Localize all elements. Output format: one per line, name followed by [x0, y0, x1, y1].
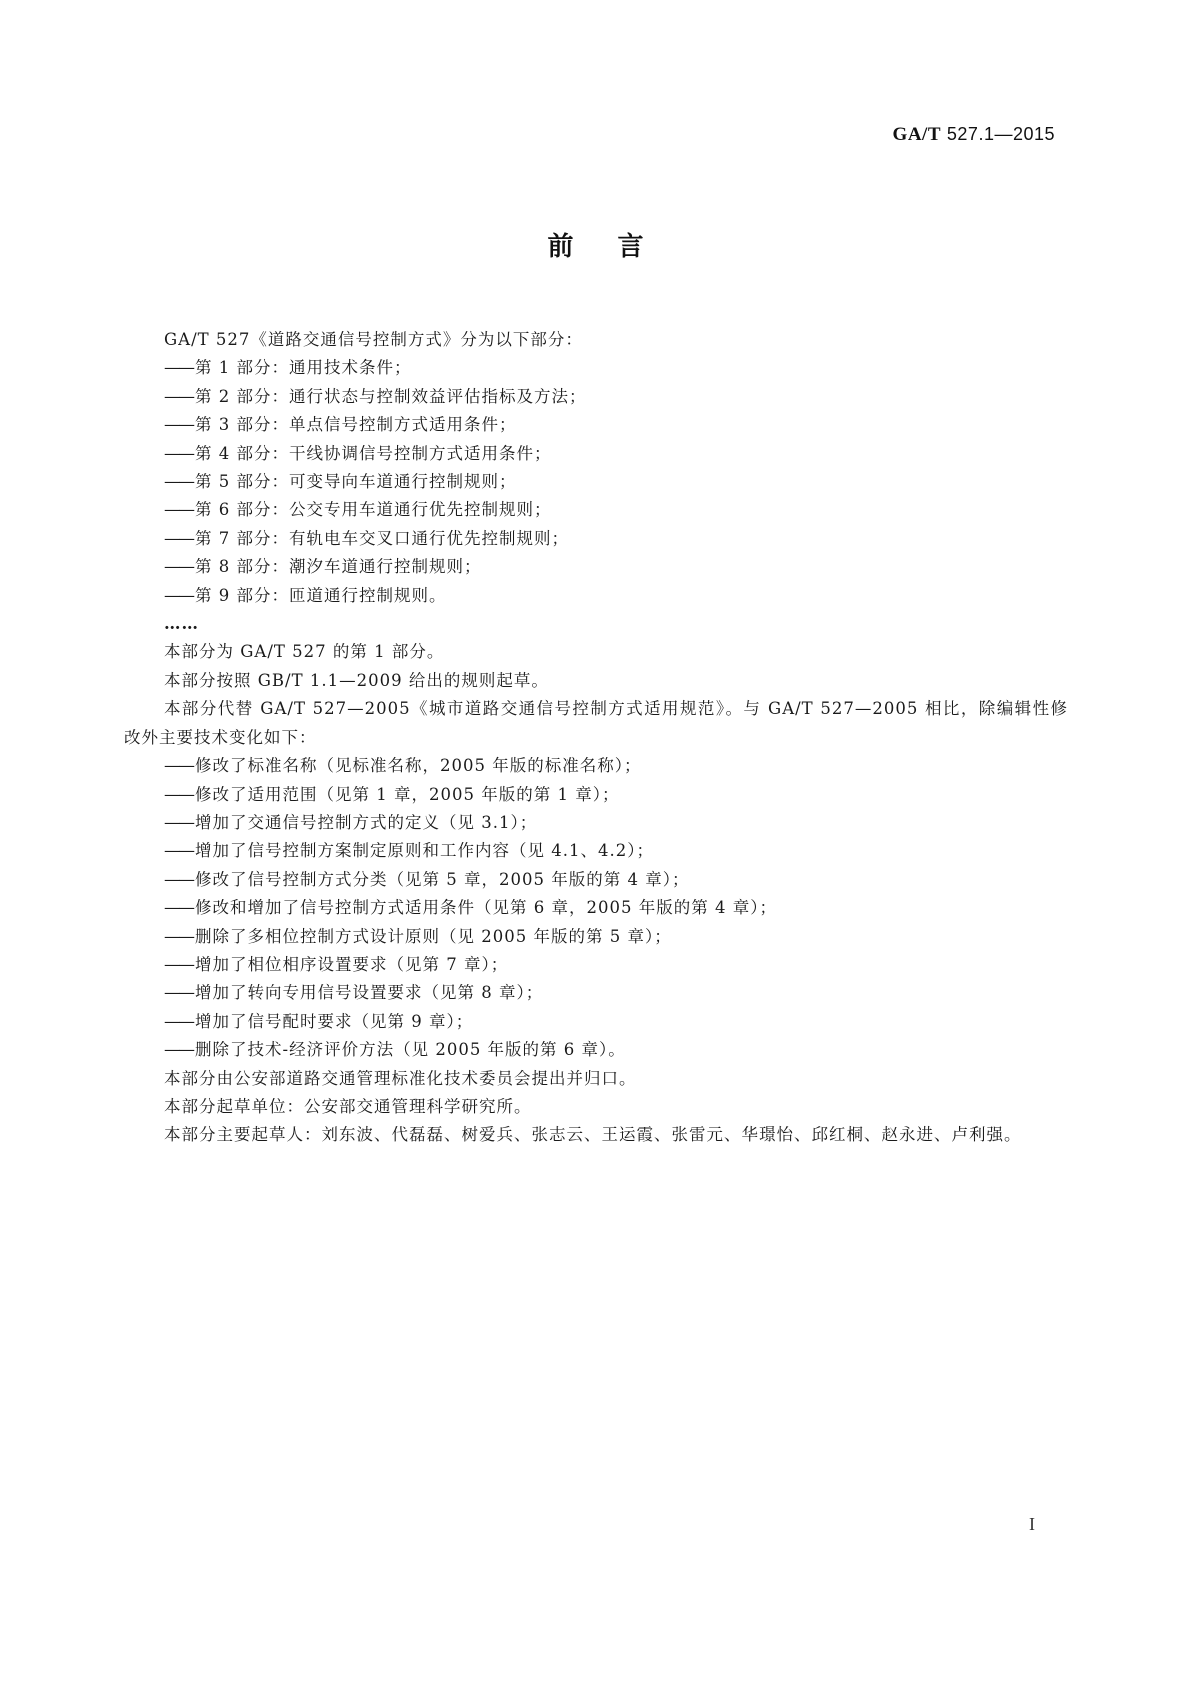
replaces-statement: 本部分代替 GA/T 527—2005《城市道路交通信号控制方式适用规范》。与 GA/T 527—2005 相比，除编辑性修改外主要技术变化如下： — [124, 699, 1068, 747]
list-item: —— 第 8 部分：潮汐车道通行控制规则； — [164, 557, 482, 577]
dash-bullet: —— — [164, 812, 193, 832]
list-item: —— 删除了技术-经济评价方法（见 2005 年版的第 6 章）。 — [164, 1040, 626, 1060]
list-item: —— 增加了转向专用信号设置要求（见第 8 章）； — [164, 983, 544, 1003]
list-item: —— 第 3 部分：单点信号控制方式适用条件； — [164, 415, 517, 435]
part-of-statement: 本部分为 GA/T 527 的第 1 部分。 — [164, 642, 445, 662]
drafting-unit-statement: 本部分起草单位：公安部交通管理科学研究所。 — [164, 1096, 532, 1116]
list-item: —— 第 7 部分：有轨电车交叉口通行优先控制规则； — [164, 528, 569, 548]
list-item: —— 增加了信号控制方案制定原则和工作内容（见 4.1、4.2）； — [164, 841, 654, 861]
list-item: —— 修改了标准名称（见标准名称，2005 年版的标准名称）； — [164, 756, 642, 776]
dash-bullet: —— — [164, 841, 193, 861]
list-item: —— 修改和增加了信号控制方式适用条件（见第 6 章，2005 年版的第 4 章）； — [164, 898, 777, 918]
dash-bullet: —— — [164, 954, 193, 974]
list-item: —— 第 9 部分：匝道通行控制规则。 — [164, 585, 447, 605]
list-item: —— 第 6 部分：公交专用车道通行优先控制规则； — [164, 500, 552, 520]
dash-bullet: —— — [164, 784, 193, 804]
dash-bullet: —— — [164, 1011, 193, 1031]
dash-bullet: —— — [164, 528, 193, 548]
dash-bullet: —— — [164, 472, 193, 492]
list-item: —— 第 5 部分：可变导向车道通行控制规则； — [164, 472, 517, 492]
dash-bullet: —— — [164, 898, 193, 918]
document-body — [124, 326, 1068, 1150]
dash-bullet: —— — [164, 756, 193, 776]
list-item: —— 修改了适用范围（见第 1 章，2005 年版的第 1 章）； — [164, 784, 620, 804]
dash-bullet: —— — [164, 869, 193, 889]
dash-bullet: —— — [164, 500, 193, 520]
list-item: —— 第 1 部分：通用技术条件； — [164, 358, 412, 378]
standard-code-prefix: GA/T — [892, 124, 941, 145]
page-title: 前言 — [547, 232, 688, 262]
page-number: I — [1029, 1514, 1035, 1534]
dash-bullet: —— — [164, 983, 193, 1003]
standard-code-number: 527.1—2015 — [946, 124, 1055, 144]
dash-bullet: —— — [164, 386, 193, 406]
list-item: —— 第 2 部分：通行状态与控制效益评估指标及方法； — [164, 386, 587, 406]
dash-bullet: —— — [164, 415, 193, 435]
standard-code-header — [893, 124, 1055, 146]
drafters-statement: 本部分主要起草人：刘东波、代磊磊、树爱兵、张志云、王运霞、张雷元、华璟怡、邱红桐、赵永进、卢利强。 — [164, 1125, 1022, 1145]
intro-paragraph: GA/T 527《道路交通信号控制方式》分为以下部分： — [164, 330, 583, 349]
dash-bullet: —— — [164, 1040, 193, 1060]
changes-list — [124, 752, 1068, 1064]
dash-bullet: —— — [164, 557, 193, 577]
list-item: —— 修改了信号控制方式分类（见第 5 章，2005 年版的第 4 章）； — [164, 869, 690, 889]
list-item: —— 增加了相位相序设置要求（见第 7 章）； — [164, 954, 509, 974]
parts-list — [124, 354, 1068, 610]
list-item: —— 增加了信号配时要求（见第 9 章）； — [164, 1011, 474, 1031]
dash-bullet: —— — [164, 358, 193, 378]
dash-bullet: —— — [164, 926, 193, 946]
drafting-rules-statement: 本部分按照 GB/T 1.1—2009 给出的规则起草。 — [164, 670, 549, 690]
ellipsis: …… — [164, 614, 199, 634]
dash-bullet: —— — [164, 585, 193, 605]
dash-bullet: —— — [164, 443, 193, 463]
list-item: —— 第 4 部分：干线协调信号控制方式适用条件； — [164, 443, 552, 463]
list-item: —— 增加了交通信号控制方式的定义（见 3.1）； — [164, 812, 538, 832]
list-item: —— 删除了多相位控制方式设计原则（见 2005 年版的第 5 章）； — [164, 926, 672, 946]
proposed-by-statement: 本部分由公安部道路交通管理标准化技术委员会提出并归口。 — [164, 1068, 637, 1088]
